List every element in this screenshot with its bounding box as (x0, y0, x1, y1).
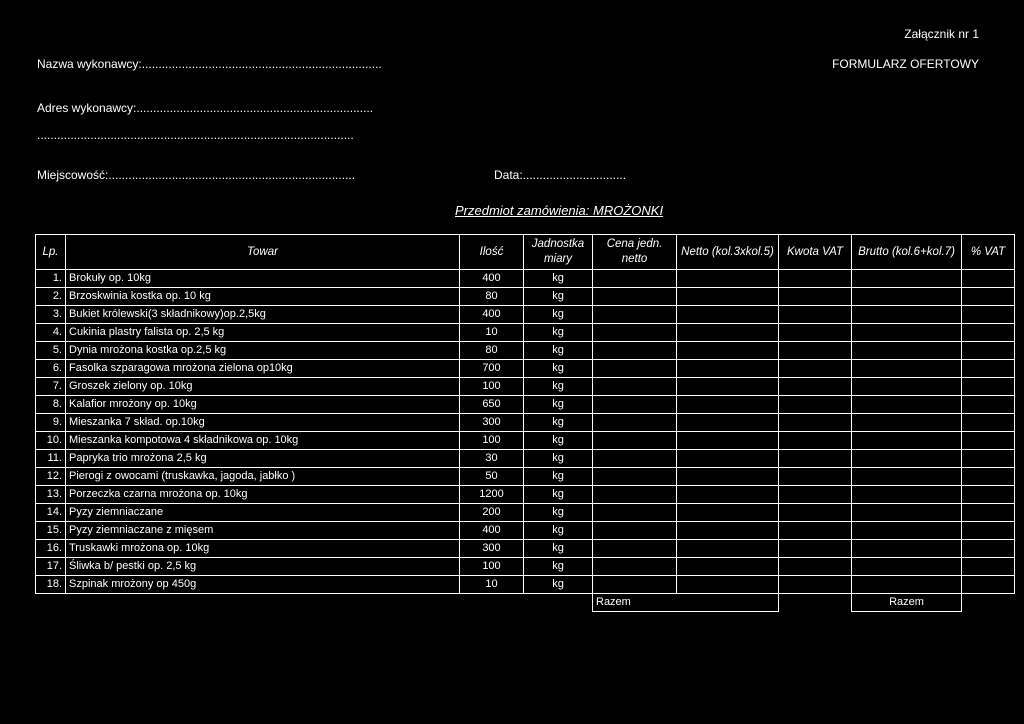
row-vat-pct (962, 486, 1015, 504)
table-row (36, 414, 1015, 432)
row-quantity: 100 (460, 432, 524, 450)
row-quantity: 80 (460, 288, 524, 306)
row-brutto (852, 468, 962, 486)
date-field: Data:............................... (494, 168, 627, 182)
row-vat-pct (962, 540, 1015, 558)
row-product: Mieszanka kompotowa 4 składnikowa op. 10kg (66, 432, 460, 450)
row-brutto (852, 396, 962, 414)
totals-gap (779, 594, 852, 612)
row-vat-pct (962, 558, 1015, 576)
row-unit-price (593, 504, 677, 522)
row-netto (677, 504, 779, 522)
row-quantity: 200 (460, 504, 524, 522)
row-brutto (852, 288, 962, 306)
locality-field: Miejscowość:.......................................................................... (37, 168, 356, 182)
row-vat-amount (779, 360, 852, 378)
header-towar: Towar (66, 235, 460, 270)
form-title: FORMULARZ OFERTOWY (832, 57, 979, 71)
header-jednostka: Jadnostka miary (524, 235, 593, 270)
row-unit-price (593, 324, 677, 342)
row-unit-price (593, 522, 677, 540)
row-vat-amount (779, 396, 852, 414)
attachment-label: Załącznik nr 1 (904, 27, 979, 41)
row-vat-amount (779, 486, 852, 504)
header-netto: Netto (kol.3xkol.5) (677, 235, 779, 270)
row-vat-amount (779, 522, 852, 540)
row-brutto (852, 522, 962, 540)
table-row (36, 540, 1015, 558)
row-unit: kg (524, 576, 593, 594)
row-product: Cukinia plastry falista op. 2,5 kg (66, 324, 460, 342)
header-kwota-vat: Kwota VAT (779, 235, 852, 270)
row-vat-pct (962, 468, 1015, 486)
row-unit: kg (524, 270, 593, 288)
row-vat-pct (962, 324, 1015, 342)
row-unit-price (593, 468, 677, 486)
table-row (36, 396, 1015, 414)
row-lp: 14. (36, 504, 66, 522)
row-netto (677, 288, 779, 306)
row-vat-pct (962, 432, 1015, 450)
table-row (36, 360, 1015, 378)
row-unit-price (593, 396, 677, 414)
row-vat-pct (962, 576, 1015, 594)
row-vat-pct (962, 414, 1015, 432)
totals-row (36, 594, 1015, 612)
row-quantity: 10 (460, 324, 524, 342)
row-vat-amount (779, 558, 852, 576)
row-brutto (852, 486, 962, 504)
row-netto (677, 378, 779, 396)
row-unit-price (593, 558, 677, 576)
row-quantity: 700 (460, 360, 524, 378)
table-row (36, 558, 1015, 576)
row-vat-pct (962, 396, 1015, 414)
table-row (36, 378, 1015, 396)
row-quantity: 10 (460, 576, 524, 594)
row-lp: 1. (36, 270, 66, 288)
row-unit-price (593, 486, 677, 504)
table-row (36, 486, 1015, 504)
row-unit: kg (524, 432, 593, 450)
row-product: Pyzy ziemniaczane (66, 504, 460, 522)
row-unit: kg (524, 306, 593, 324)
order-subject: Przedmiot zamówienia: MROŻONKI (455, 203, 664, 218)
row-lp: 15. (36, 522, 66, 540)
row-brutto (852, 270, 962, 288)
row-quantity: 100 (460, 378, 524, 396)
row-vat-amount (779, 432, 852, 450)
row-unit-price (593, 414, 677, 432)
row-quantity: 50 (460, 468, 524, 486)
row-unit: kg (524, 540, 593, 558)
row-unit-price (593, 360, 677, 378)
row-unit-price (593, 378, 677, 396)
row-quantity: 300 (460, 540, 524, 558)
row-unit: kg (524, 558, 593, 576)
row-unit-price (593, 450, 677, 468)
row-lp: 3. (36, 306, 66, 324)
row-unit-price (593, 306, 677, 324)
header-vat-pct: % VAT (962, 235, 1015, 270)
table-header-row (36, 235, 1015, 270)
row-unit-price (593, 342, 677, 360)
row-product: Mieszanka 7 skład. op.10kg (66, 414, 460, 432)
row-lp: 6. (36, 360, 66, 378)
row-vat-amount (779, 324, 852, 342)
row-vat-amount (779, 540, 852, 558)
table-row (36, 450, 1015, 468)
table-row (36, 270, 1015, 288)
row-unit: kg (524, 342, 593, 360)
row-lp: 7. (36, 378, 66, 396)
row-product: Pyzy ziemniaczane z mięsem (66, 522, 460, 540)
row-netto (677, 576, 779, 594)
row-netto (677, 270, 779, 288)
row-vat-pct (962, 504, 1015, 522)
row-vat-pct (962, 306, 1015, 324)
row-netto (677, 486, 779, 504)
row-unit-price (593, 540, 677, 558)
row-brutto (852, 306, 962, 324)
table-row (36, 306, 1015, 324)
row-product: Papryka trio mrożona 2,5 kg (66, 450, 460, 468)
row-lp: 5. (36, 342, 66, 360)
row-lp: 4. (36, 324, 66, 342)
offer-table (35, 234, 1015, 612)
row-product: Bukiet królewski(3 składnikowy)op.2,5kg (66, 306, 460, 324)
row-unit: kg (524, 288, 593, 306)
table-row (36, 468, 1015, 486)
row-netto (677, 324, 779, 342)
row-vat-amount (779, 576, 852, 594)
row-vat-pct (962, 288, 1015, 306)
row-quantity: 1200 (460, 486, 524, 504)
row-product: Truskawki mrożona op. 10kg (66, 540, 460, 558)
row-lp: 11. (36, 450, 66, 468)
row-vat-pct (962, 450, 1015, 468)
row-lp: 12. (36, 468, 66, 486)
row-vat-amount (779, 378, 852, 396)
row-brutto (852, 324, 962, 342)
row-unit-price (593, 288, 677, 306)
row-vat-amount (779, 306, 852, 324)
table-row (36, 342, 1015, 360)
row-lp: 2. (36, 288, 66, 306)
row-vat-amount (779, 288, 852, 306)
row-vat-amount (779, 342, 852, 360)
row-product: Szpinak mrożony op 450g (66, 576, 460, 594)
row-lp: 8. (36, 396, 66, 414)
row-netto (677, 468, 779, 486)
row-netto (677, 450, 779, 468)
row-vat-pct (962, 378, 1015, 396)
total-netto-cell: Razem (593, 594, 779, 612)
row-product: Fasolka szparagowa mrożona zielona op10kg (66, 360, 460, 378)
row-product: Śliwka b/ pestki op. 2,5 kg (66, 558, 460, 576)
header-lp: Lp. (36, 235, 66, 270)
row-netto (677, 414, 779, 432)
header-cena: Cena jedn. netto (593, 235, 677, 270)
row-vat-pct (962, 270, 1015, 288)
row-lp: 18. (36, 576, 66, 594)
row-quantity: 80 (460, 342, 524, 360)
row-vat-pct (962, 522, 1015, 540)
row-netto (677, 540, 779, 558)
row-netto (677, 360, 779, 378)
address-line-2: ............................................................................................... (37, 128, 354, 142)
row-unit-price (593, 270, 677, 288)
table-row (36, 522, 1015, 540)
row-brutto (852, 540, 962, 558)
header-brutto: Brutto (kol.6+kol.7) (852, 235, 962, 270)
row-brutto (852, 360, 962, 378)
row-quantity: 650 (460, 396, 524, 414)
header-ilosc: Ilość (460, 235, 524, 270)
row-brutto (852, 558, 962, 576)
row-brutto (852, 432, 962, 450)
row-lp: 17. (36, 558, 66, 576)
row-netto (677, 342, 779, 360)
row-unit: kg (524, 396, 593, 414)
row-quantity: 300 (460, 414, 524, 432)
row-product: Kalafior mrożony op. 10kg (66, 396, 460, 414)
row-lp: 16. (36, 540, 66, 558)
row-vat-amount (779, 270, 852, 288)
row-vat-amount (779, 414, 852, 432)
row-quantity: 400 (460, 306, 524, 324)
row-quantity: 100 (460, 558, 524, 576)
row-quantity: 400 (460, 522, 524, 540)
row-unit: kg (524, 450, 593, 468)
table-row (36, 576, 1015, 594)
row-lp: 13. (36, 486, 66, 504)
contractor-name-field: Nazwa wykonawcy:........................................................................ (37, 57, 382, 71)
table-row (36, 324, 1015, 342)
row-unit: kg (524, 378, 593, 396)
row-vat-amount (779, 450, 852, 468)
row-unit: kg (524, 504, 593, 522)
row-unit: kg (524, 468, 593, 486)
row-product: Brzoskwinia kostka op. 10 kg (66, 288, 460, 306)
table-row (36, 288, 1015, 306)
row-product: Groszek zielony op. 10kg (66, 378, 460, 396)
total-brutto-cell: Razem (852, 594, 962, 612)
totals-end (962, 594, 1015, 612)
row-unit-price (593, 576, 677, 594)
row-product: Dynia mrożona kostka op.2,5 kg (66, 342, 460, 360)
row-brutto (852, 342, 962, 360)
row-quantity: 400 (460, 270, 524, 288)
row-lp: 10. (36, 432, 66, 450)
row-lp: 9. (36, 414, 66, 432)
row-brutto (852, 450, 962, 468)
table-row (36, 432, 1015, 450)
row-unit: kg (524, 324, 593, 342)
row-vat-pct (962, 360, 1015, 378)
row-netto (677, 306, 779, 324)
row-netto (677, 432, 779, 450)
row-unit: kg (524, 360, 593, 378)
row-brutto (852, 414, 962, 432)
row-vat-amount (779, 504, 852, 522)
row-brutto (852, 576, 962, 594)
row-netto (677, 558, 779, 576)
row-product: Brokuły op. 10kg (66, 270, 460, 288)
row-netto (677, 396, 779, 414)
row-vat-pct (962, 342, 1015, 360)
row-product: Pierogi z owocami (truskawka, jagoda, jabłko ) (66, 468, 460, 486)
row-quantity: 30 (460, 450, 524, 468)
row-unit-price (593, 432, 677, 450)
row-brutto (852, 378, 962, 396)
row-brutto (852, 504, 962, 522)
table-row (36, 504, 1015, 522)
row-product: Porzeczka czarna mrożona op. 10kg (66, 486, 460, 504)
totals-spacer (36, 594, 593, 612)
contractor-address-field: Adres wykonawcy:....................................................................... (37, 101, 374, 115)
row-unit: kg (524, 522, 593, 540)
row-netto (677, 522, 779, 540)
row-vat-amount (779, 468, 852, 486)
row-unit: kg (524, 414, 593, 432)
row-unit: kg (524, 486, 593, 504)
